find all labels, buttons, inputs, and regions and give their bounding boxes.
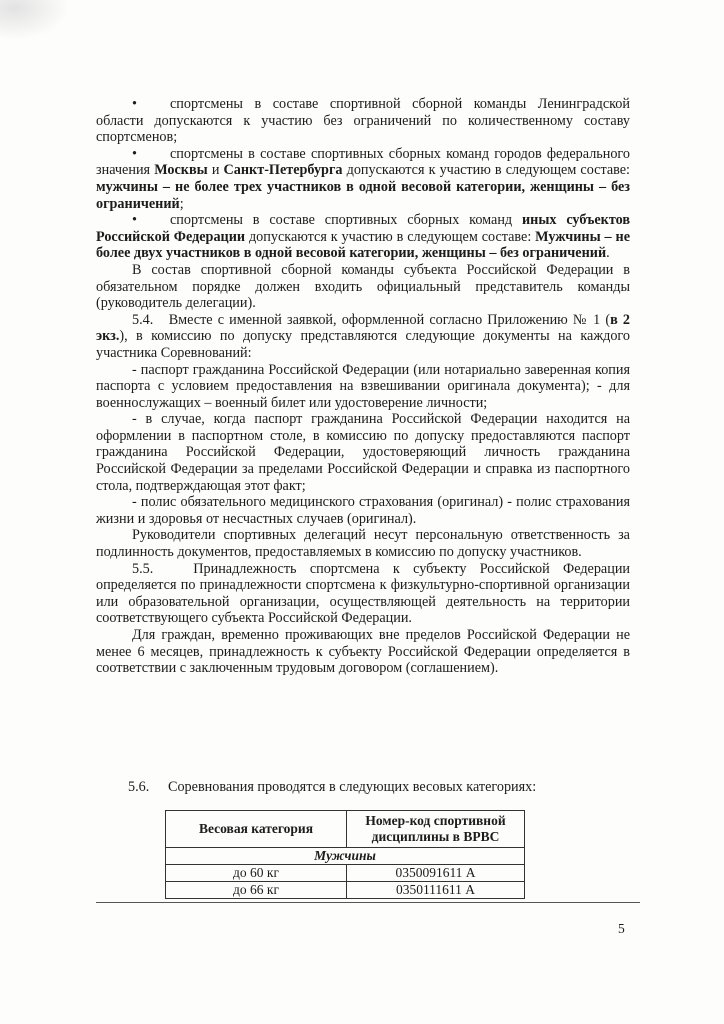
table-header-row <box>166 811 525 848</box>
section-text: ), в комиссию по допуску представляются следующие документы на каждого участника Соревнований: <box>96 328 630 361</box>
bullet-bold: Москвы <box>154 162 208 179</box>
weight-category-table <box>165 810 525 899</box>
document-item: - в случае, когда паспорт гражданина Российской Федерации находится на оформлении в паспортном столе, в комиссию по допуску предоставляются паспорт гражданина Российской Федерации, удостоверяющий личность гражданина Российской Федерации за пределами Российской Федерации и справка из паспортного стола, подтверждающая этот факт; <box>96 411 630 494</box>
table-group-row <box>166 848 525 865</box>
bullet-bold: иных субъектов Российской Федерации <box>96 212 631 245</box>
bullet-item <box>96 212 630 262</box>
bullet-item <box>96 96 630 146</box>
section-text: Принадлежность спортсмена к субъекту Российской Федерации определяется по принадлежности спортсмена к физкультурно-спортивной организации или образовательной организации, осуществляющей деятельность на территории соответствующего субъекта Российской Федерации. <box>96 560 630 627</box>
table-header-cell: Весовая категория <box>166 811 347 848</box>
section-5-4 <box>96 312 630 362</box>
bullet-text: спортсмены в составе спортивных сборных команд <box>170 212 522 229</box>
table-cell: до 60 кг <box>166 865 347 882</box>
bullet-text: допускаются к участию в следующем составе: <box>342 162 631 179</box>
table-row <box>166 882 525 899</box>
bullet-text: и <box>207 162 224 179</box>
section-bold: в 2 экз. <box>96 311 631 345</box>
bullet-bold: мужчины – не более трех участников в одной весовой категории, женщины – без ограничений <box>96 178 630 212</box>
bullet-text: спортсмены в составе спортивной сборной команды Ленинградской области допускаются к участию без ограничений по количественному составу спортсменов; <box>96 96 630 146</box>
table-group-label: Мужчины <box>166 848 525 865</box>
paragraph-delegation: В состав спортивной сборной команды субъекта Российской Федерации в обязательном порядке должен входить официальный представитель команды (руководитель делегации). <box>96 261 630 312</box>
section-5-5 <box>96 561 630 627</box>
section-number: 5.5. <box>132 560 154 577</box>
scan-smudge <box>0 0 70 40</box>
document-item: - паспорт гражданина Российской Федерации (или нотариально заверенная копия паспорта с условием предоставления на взвешивании оригинала документа); - для военнослужащих – военный билет или удостоверение личности; <box>96 361 630 411</box>
footer-divider <box>96 902 640 903</box>
section-number: 5.6. <box>128 779 150 795</box>
bullet-bold: Мужчины – не более двух участников в одной весовой категории, женщины – без ограничений <box>96 228 630 262</box>
bullet-text: . <box>606 245 610 262</box>
table-cell: 0350091611 А <box>347 865 525 882</box>
table-header-cell: Номер-код спортивной дисциплины в ВРВС <box>347 811 525 848</box>
bullet-mark: • <box>132 145 137 162</box>
paragraph-responsibility: Руководители спортивных делегаций несут персональную ответственность за подлинность документов, предоставляемых в комиссию по допуску участников. <box>96 527 630 561</box>
body-text <box>96 96 630 677</box>
page-number: 5 <box>618 921 625 936</box>
bullet-text: допускаются к участию в следующем составе: <box>245 228 536 245</box>
bullet-text: ; <box>179 195 184 212</box>
section-text: Вместе с именной заявкой, оформленной согласно Приложению № 1 ( <box>168 311 611 328</box>
table-cell: 0350111611 А <box>347 882 525 899</box>
paragraph-abroad: Для граждан, временно проживающих вне пределов Российской Федерации не менее 6 месяцев, принадлежность к субъекту Российской Федерации определяется в соответствии с заключенным трудовым договором (соглашением). <box>96 627 630 677</box>
table-cell: до 66 кг <box>166 882 347 899</box>
bullet-item <box>96 146 630 212</box>
document-item: - полис обязательного медицинского страхования (оригинал) - полис страхования жизни и здоровья от несчастных случаев (оригинал). <box>96 494 630 527</box>
section-text: Соревнования проводятся в следующих весовых категориях: <box>168 779 537 795</box>
bullet-mark: • <box>132 212 137 229</box>
bullet-bold: Санкт-Петербурга <box>223 162 343 179</box>
bullet-mark: • <box>132 96 137 112</box>
section-number: 5.4. <box>132 311 154 328</box>
bullet-text: спортсмены в составе спортивных сборных команд городов федерального значения <box>96 145 630 179</box>
table-row <box>166 865 525 882</box>
section-5-6 <box>128 779 536 796</box>
